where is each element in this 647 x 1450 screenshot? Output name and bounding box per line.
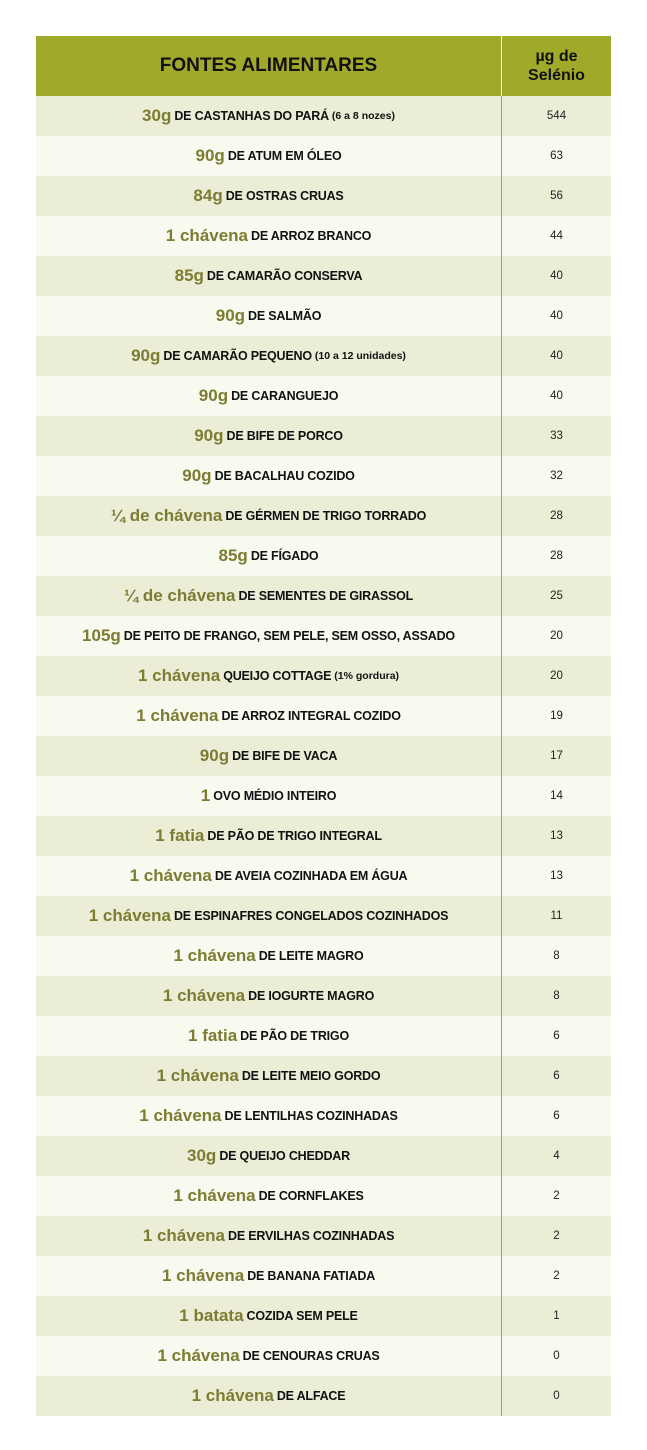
table-row xyxy=(36,336,611,376)
food-source-cell xyxy=(36,1176,502,1216)
food-note: (1% gordura) xyxy=(334,670,400,682)
selenium-value-cell: 13 xyxy=(550,870,563,882)
selenium-value-cell: 56 xyxy=(550,190,563,202)
food-quantity: 1 chávena xyxy=(162,986,246,1005)
food-source-cell xyxy=(36,296,502,336)
food-quantity: 1 chávena xyxy=(191,1386,274,1405)
food-note: (10 a 12 unidades) xyxy=(314,350,406,362)
table-row xyxy=(36,1016,611,1056)
food-quantity: 1 xyxy=(200,786,211,805)
food-description: DE BACALHAU COZIDO xyxy=(214,469,355,483)
food-description: DE ERVILHAS COZINHADAS xyxy=(228,1229,395,1243)
food-quantity: 1 chávena xyxy=(88,906,171,925)
table-body xyxy=(36,96,611,1416)
table-row xyxy=(36,1376,611,1416)
selenium-value-cell: 44 xyxy=(550,230,563,242)
food-source-cell xyxy=(36,976,502,1016)
food-description: OVO MÉDIO INTEIRO xyxy=(213,789,337,803)
food-quantity: 1 chávena xyxy=(173,1186,256,1205)
food-quantity: 1 fatia xyxy=(188,1026,238,1045)
table-row xyxy=(36,576,611,616)
food-description: DE LEITE MEIO GORDO xyxy=(241,1069,381,1083)
food-source-cell xyxy=(36,696,502,736)
food-description: DE CASTANHAS DO PARÁ xyxy=(174,109,329,123)
selenium-value-cell: 8 xyxy=(553,990,560,1002)
table-row xyxy=(36,136,611,176)
food-quantity: 105g xyxy=(82,626,121,645)
food-description: DE IOGURTE MAGRO xyxy=(248,989,375,1003)
food-description: DE ARROZ INTEGRAL COZIDO xyxy=(221,709,401,723)
food-quantity: 90g xyxy=(131,346,161,365)
food-quantity: 1 chávena xyxy=(136,706,219,725)
table-row xyxy=(36,216,611,256)
food-source-cell xyxy=(36,416,502,456)
table-row xyxy=(36,616,611,656)
food-source-cell xyxy=(36,136,502,176)
table-row xyxy=(36,1296,611,1336)
table-row xyxy=(36,256,611,296)
food-quantity: ¼ de chávena xyxy=(110,506,223,525)
food-source-cell xyxy=(36,576,502,616)
food-description: DE ARROZ BRANCO xyxy=(251,229,372,243)
selenium-value-cell: 2 xyxy=(553,1270,560,1282)
food-source-cell xyxy=(36,536,502,576)
food-description: DE BIFE DE VACA xyxy=(232,749,338,763)
food-description: DE QUEIJO CHEDDAR xyxy=(219,1149,350,1163)
table-row xyxy=(36,176,611,216)
food-quantity: 85g xyxy=(218,546,248,565)
selenium-value-cell: 32 xyxy=(550,470,563,482)
food-source-cell xyxy=(36,456,502,496)
selenium-value-cell: 33 xyxy=(550,430,563,442)
table-row xyxy=(36,1256,611,1296)
food-description: DE CORNFLAKES xyxy=(258,1189,364,1203)
food-description: DE BIFE DE PORCO xyxy=(226,429,343,443)
food-quantity: 1 chávena xyxy=(156,1066,239,1085)
food-source-cell xyxy=(36,1296,502,1336)
table-row xyxy=(36,1216,611,1256)
food-source-cell xyxy=(36,816,502,856)
table-row xyxy=(36,896,611,936)
header-selenium-ug: µg de Selénio xyxy=(528,48,585,84)
food-source-cell xyxy=(36,1376,502,1416)
table-row xyxy=(36,296,611,336)
food-quantity: 90g xyxy=(194,426,224,445)
table-row xyxy=(36,456,611,496)
table-header xyxy=(36,36,611,96)
table-row xyxy=(36,96,611,136)
food-quantity: 90g xyxy=(182,466,212,485)
food-quantity: 85g xyxy=(174,266,204,285)
table-row xyxy=(36,936,611,976)
food-source-cell xyxy=(36,856,502,896)
food-note: (6 a 8 nozes) xyxy=(331,110,395,122)
selenium-value-cell: 11 xyxy=(550,910,563,922)
selenium-value-cell: 63 xyxy=(550,150,563,162)
food-source-cell xyxy=(36,1096,502,1136)
table-row xyxy=(36,1176,611,1216)
table-row xyxy=(36,696,611,736)
food-source-cell xyxy=(36,376,502,416)
food-quantity: 1 chávena xyxy=(165,226,249,245)
food-source-cell xyxy=(36,336,502,376)
food-source-cell xyxy=(36,256,502,296)
selenium-value-cell: 6 xyxy=(553,1030,560,1042)
selenium-value-cell: 13 xyxy=(550,830,563,842)
food-source-cell xyxy=(36,1136,502,1176)
selenium-value-cell: 28 xyxy=(550,550,563,562)
selenium-value-cell: 0 xyxy=(553,1350,560,1362)
food-source-cell xyxy=(36,1256,502,1296)
food-quantity: 90g xyxy=(215,306,246,325)
food-quantity: 1 fatia xyxy=(155,826,205,845)
food-quantity: 1 chávena xyxy=(129,866,212,885)
food-quantity: ¼ de chávena xyxy=(123,586,236,605)
table-row xyxy=(36,736,611,776)
food-source-cell xyxy=(36,896,502,936)
food-description: DE LENTILHAS COZINHADAS xyxy=(224,1109,398,1123)
food-quantity: 1 chávena xyxy=(157,1346,240,1365)
food-description: DE SEMENTES DE GIRASSOL xyxy=(238,589,414,603)
selenium-value-cell: 17 xyxy=(550,750,563,762)
food-quantity: 30g xyxy=(142,106,172,125)
food-description: DE PÃO DE TRIGO xyxy=(240,1029,349,1043)
selenium-value-cell: 544 xyxy=(546,110,567,122)
food-source-cell xyxy=(36,1216,502,1256)
selenium-value-cell: 40 xyxy=(550,350,563,362)
selenium-value-cell: 2 xyxy=(553,1190,560,1202)
food-quantity: 30g xyxy=(187,1146,217,1165)
food-description: DE CARANGUEJO xyxy=(231,389,339,403)
header-food-sources: FONTES ALIMENTARES xyxy=(36,36,502,96)
selenium-food-table xyxy=(36,36,611,1416)
food-quantity: 1 chávena xyxy=(173,946,256,965)
selenium-value-cell: 40 xyxy=(550,270,563,282)
table-row xyxy=(36,416,611,456)
selenium-value-cell: 8 xyxy=(553,950,560,962)
food-source-cell xyxy=(36,1016,502,1056)
food-description: DE LEITE MAGRO xyxy=(258,949,364,963)
food-quantity: 90g xyxy=(195,146,225,165)
table-row xyxy=(36,1056,611,1096)
food-description: DE CAMARÃO PEQUENO xyxy=(163,349,312,363)
food-description: DE PÃO DE TRIGO INTEGRAL xyxy=(207,829,382,843)
table-row xyxy=(36,976,611,1016)
food-quantity: 84g xyxy=(193,186,223,205)
table-row xyxy=(36,656,611,696)
food-quantity: 1 chávena xyxy=(142,1226,225,1245)
food-description: DE PEITO DE FRANGO, SEM PELE, SEM OSSO, ASSADO xyxy=(123,629,455,643)
food-quantity: 90g xyxy=(199,746,230,765)
selenium-value-cell: 2 xyxy=(553,1230,560,1242)
food-source-cell xyxy=(36,1056,502,1096)
food-quantity: 90g xyxy=(198,386,229,405)
food-description: QUEIJO COTTAGE xyxy=(223,669,332,683)
food-quantity: 1 batata xyxy=(179,1306,244,1325)
selenium-value-cell: 20 xyxy=(550,630,563,642)
food-source-cell xyxy=(36,216,502,256)
table-row xyxy=(36,776,611,816)
selenium-value-cell: 4 xyxy=(553,1150,560,1162)
food-description: DE OSTRAS CRUAS xyxy=(225,189,344,203)
table-row xyxy=(36,856,611,896)
selenium-value-cell: 20 xyxy=(550,670,563,682)
food-description: DE ALFACE xyxy=(276,1389,346,1403)
food-source-cell xyxy=(36,616,502,656)
selenium-value-cell: 25 xyxy=(550,590,563,602)
food-source-cell xyxy=(36,736,502,776)
food-description: DE CENOURAS CRUAS xyxy=(242,1349,380,1363)
table-row xyxy=(36,816,611,856)
food-quantity: 1 chávena xyxy=(137,666,221,685)
selenium-value-cell: 40 xyxy=(550,310,563,322)
selenium-value-cell: 40 xyxy=(550,390,563,402)
food-quantity: 1 chávena xyxy=(139,1106,222,1125)
food-source-cell xyxy=(36,1336,502,1376)
food-source-cell xyxy=(36,496,502,536)
food-description: DE BANANA FATIADA xyxy=(247,1269,376,1283)
food-source-cell xyxy=(36,96,502,136)
food-description: DE ESPINAFRES CONGELADOS COZINHADOS xyxy=(173,909,449,923)
selenium-value-cell: 28 xyxy=(550,510,563,522)
selenium-value-cell: 14 xyxy=(550,790,563,802)
food-source-cell xyxy=(36,176,502,216)
food-description: COZIDA SEM PELE xyxy=(246,1309,358,1323)
food-description: DE GÉRMEN DE TRIGO TORRADO xyxy=(225,509,427,523)
selenium-value-cell: 6 xyxy=(553,1110,560,1122)
food-description: DE CAMARÃO CONSERVA xyxy=(206,269,363,283)
food-source-cell xyxy=(36,776,502,816)
table-row xyxy=(36,1136,611,1176)
table-row xyxy=(36,1096,611,1136)
food-description: DE SALMÃO xyxy=(248,309,322,323)
selenium-value-cell: 1 xyxy=(553,1310,560,1322)
selenium-value-cell: 0 xyxy=(553,1390,560,1402)
table-row xyxy=(36,496,611,536)
food-quantity: 1 chávena xyxy=(161,1266,245,1285)
selenium-value-cell: 19 xyxy=(550,710,563,722)
table-row xyxy=(36,376,611,416)
table-row xyxy=(36,536,611,576)
food-source-cell xyxy=(36,936,502,976)
food-source-cell xyxy=(36,656,502,696)
food-description: DE FÍGADO xyxy=(250,549,319,563)
food-description: DE ATUM EM ÓLEO xyxy=(227,149,342,163)
table-row xyxy=(36,1336,611,1376)
food-description: DE AVEIA COZINHADA EM ÁGUA xyxy=(214,869,408,883)
selenium-value-cell: 6 xyxy=(553,1070,560,1082)
